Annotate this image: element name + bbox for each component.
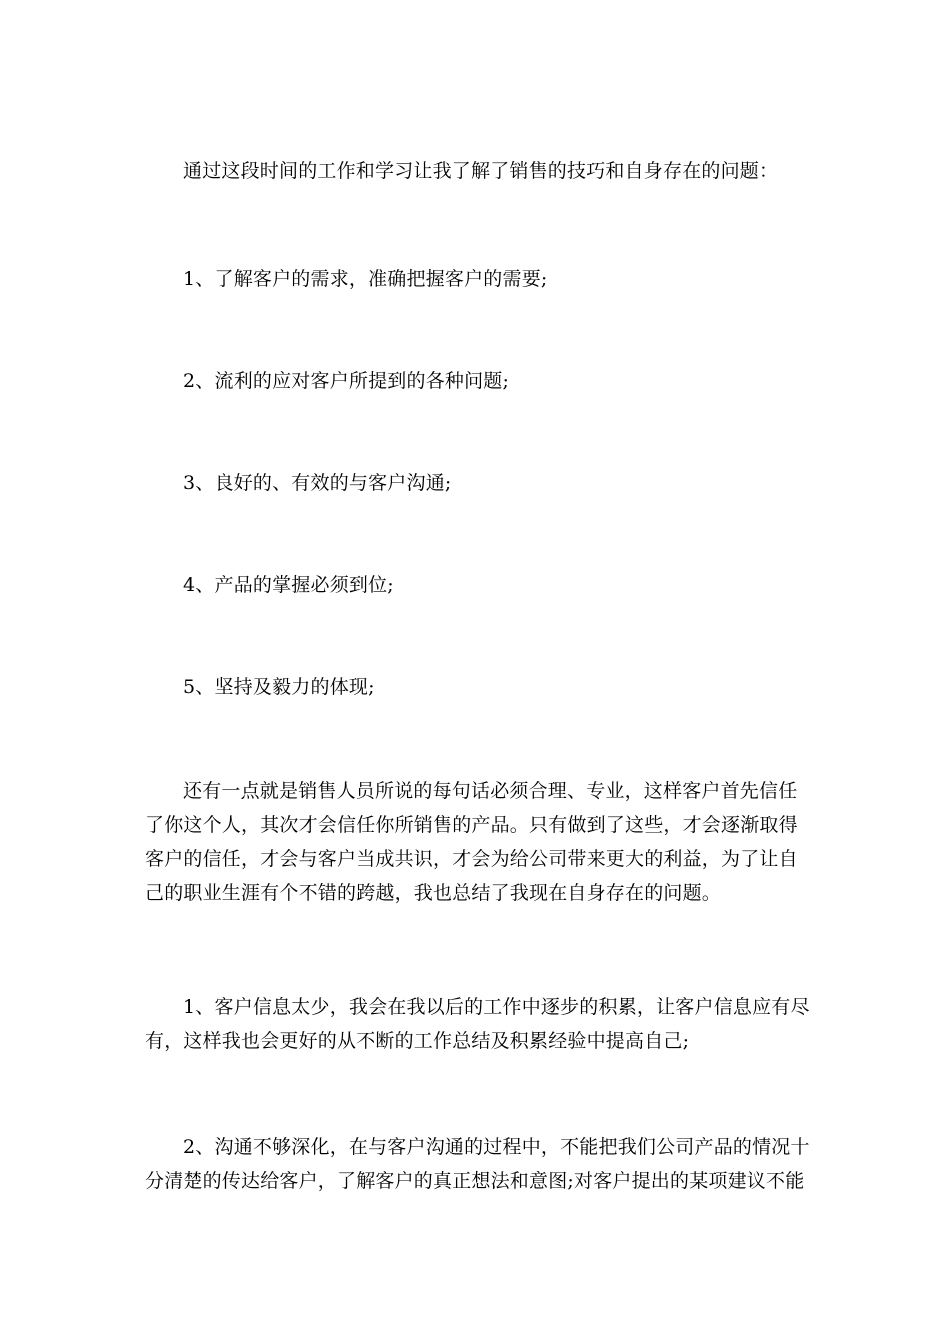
skill-item-2: 2、流利的应对客户所提到的各种问题; xyxy=(183,370,510,392)
additional-point-paragraph: 还有一点就是销售人员所说的每句话必须合理、专业，这样客户首先信任了你这个人，其次才会信任你所销售的产品。只有做到了这些，才会逐渐取得客户的信任，才会与客户当成共识，才会为给公司带来更大的利益，为了让自己的职业生涯有个不错的跨越，我也总结了我现在自身存在的问题。 xyxy=(145,780,798,904)
skill-item-1: 1、了解客户的需求，准确把握客户的需要; xyxy=(183,268,548,290)
problem-item-1: 1、客户信息太少，我会在我以后的工作中逐步的积累，让客户信息应有尽有，这样我也会更好的从不断的工作总结及积累经验中提高自己; xyxy=(145,996,810,1052)
skill-item-3: 3、良好的、有效的与客户沟通; xyxy=(183,472,452,494)
skill-item-4: 4、产品的掌握必须到位; xyxy=(183,574,394,596)
skill-item-5: 5、坚持及毅力的体现; xyxy=(183,676,375,698)
intro-paragraph: 通过这段时间的工作和学习让我了解了销售的技巧和自身存在的问题： xyxy=(183,160,779,182)
problem-item-2: 2、沟通不够深化，在与客户沟通的过程中，不能把我们公司产品的情况十分清楚的传达给客户，了解客户的真正想法和意图;对客户提出的某项建议不能 xyxy=(145,1136,810,1192)
